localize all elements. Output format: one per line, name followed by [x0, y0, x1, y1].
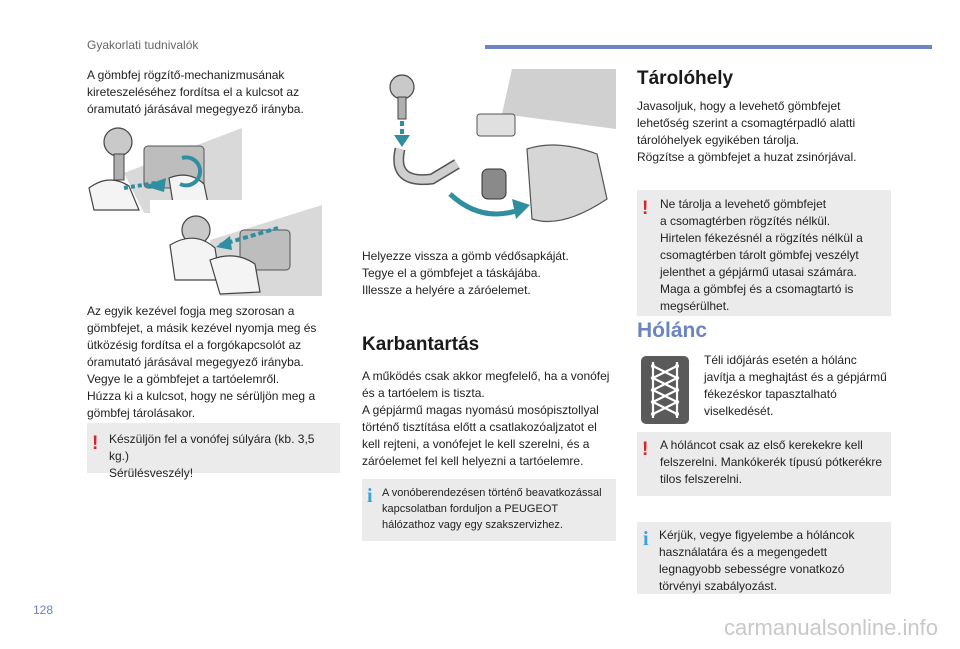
- key-turn-illustration: [84, 118, 242, 213]
- storage-heading: Tárolóhely: [637, 68, 734, 89]
- maintenance-heading: Karbantartás: [362, 334, 480, 355]
- weight-warning-box: [87, 423, 340, 480]
- watermark: carmanualsonline.info: [723, 615, 938, 640]
- storage-illustration: [362, 69, 616, 234]
- storage-warning-text: Ne tárolja a levehető gömbfejet a csomagtérben rögzítés nélkül. Hirtelen fékezésnél a rögzítés nélkül a csomagtérben tárolt gömbfej veszélyt jelenthet a gépjármű utasai számára. Maga a gömbfej és a csomagtartó is megsérülhet.: [660, 197, 863, 313]
- chain-info-text: Kérjük, vegye figyelembe a hóláncok használatára és a megengedett legnagyobb sebességre vonatkozó törvényi szabályozást.: [659, 528, 855, 593]
- weight-warning-text: Készüljön fel a vonófej súlyára (kb. 3,5 kg.) Sérülésveszély!: [109, 432, 315, 480]
- header-rule: [485, 45, 932, 49]
- maintenance-info-text: A vonóberendezésen történő beavatkozással kapcsolatban forduljon a PEUGEOT hálózathoz vagy egy szakszervizhez.: [382, 487, 602, 531]
- info-icon: i: [367, 485, 373, 507]
- snow-chain-icon: [641, 356, 689, 424]
- snow-chain-heading: Hólánc: [637, 319, 708, 342]
- storage-body: Javasoljuk, hogy a levehető gömbfejet lehetőség szerint a csomagtérpadló alatti tárolóhelyek egyikében tárolja. Rögzítse a gömbfejet a huzat zsinórjával.: [637, 99, 857, 164]
- warning-icon: !: [642, 198, 649, 219]
- chain-warning-box: [637, 432, 891, 496]
- col2-body: Helyezze vissza a gömb védősapkáját. Tegye el a gömbfejet a táskájába. Illessze a helyére a záróelemet.: [362, 249, 569, 297]
- warning-icon: !: [642, 439, 649, 460]
- storage-warning-box: [637, 190, 891, 316]
- maintenance-body: A működés csak akkor megfelelő, ha a vonófej és a tartóelem is tiszta. A gépjármű magas nyomású mosópisztollyal történő tisztítása előtt a csatlakozóaljzatot el kell rejteni, a vonófejet le kell szerelni, és a záróelemet fel kell helyezni a tartóelemre.: [362, 369, 610, 468]
- section-title: Gyakorlati tudnivalók: [87, 38, 199, 52]
- chain-info-box: [637, 522, 891, 594]
- col1-body: Az egyik kezével fogja meg szorosan a gömbfejet, a másik kezével nyomja meg és ütközésig fordítsa el a forgókapcsolót az óramutató járásával megegyező irányba. Vegye le a gömbfejet a tartóelemről. Húzza ki a kulcsot, hogy ne sérüljön meg a gömbfej tárolásakor.: [87, 304, 317, 420]
- chain-warning-text: A hóláncot csak az első kerekekre kell felszerelni. Mankókerék típusú pótkerékre tilos felszerelni.: [660, 438, 883, 486]
- col1-intro: A gömbfej rögzítő-mechanizmusának kireteszeléséhez fordítsa el a kulcsot az óramutató járásával megegyező irányba.: [87, 68, 304, 116]
- snow-chain-body: Téli időjárás esetén a hólánc javítja a meghajtást és a gépjármű fékezéskor tapasztalható viselkedését.: [704, 353, 887, 418]
- maintenance-info-box: [362, 479, 616, 541]
- info-icon: i: [643, 528, 649, 550]
- page-number: 128: [33, 603, 54, 617]
- warning-icon: !: [92, 433, 99, 454]
- ball-removal-illustration: [150, 200, 322, 296]
